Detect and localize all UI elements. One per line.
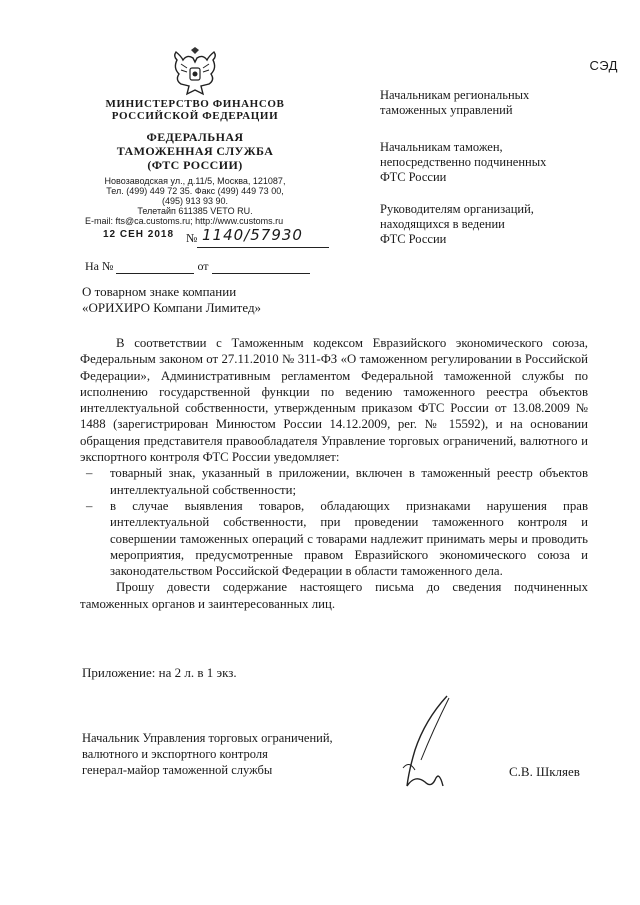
addressee-organizations: Руководителям организаций, находящихся в ведении ФТС России — [380, 202, 534, 246]
email-line: E-mail: fts@ca.customs.ru; http://www.customs.ru — [85, 216, 284, 226]
signer-position: Начальник Управления торговых ограничений, валютного и экспортного контроля генерал-майор таможенной службы — [82, 731, 333, 777]
handwritten-registration-number: 1140/57930 — [202, 226, 303, 244]
reference-number-blank — [116, 261, 194, 274]
body-intro: В соответствии с Таможенным кодексом Евразийского экономического союза, Федеральным законом от 27.11.2010 № 311-ФЗ «О таможенном регулировании в Российской Федерации», Административным регламентом Федеральной таможенной службы по исполнению государственной функции по ведению таможенного реестра объектов интеллектуальной собственности, утвержденным приказом ФТС России от 13.08.2009 № 1488 (зарегистрирован Минюстом России 14.12.2009, рег. № 15592), и на основании обращения представителя правообладателя Управление торговых ограничений, валютного и экспортного контроля ФТС России уведомляет: — [80, 336, 588, 465]
dash-bullet: – — [86, 498, 93, 513]
letter-subject: О товарном знаке компании «ОРИХИРО Компани Лимитед» — [82, 284, 262, 315]
dash-bullet: – — [86, 466, 93, 481]
double-headed-eagle-emblem — [171, 46, 219, 98]
signer-name: С.В. Шкляев — [509, 764, 580, 779]
sed-mark: СЭД — [589, 58, 618, 73]
addressee-regional: Начальникам региональных таможенных управлений — [380, 88, 530, 117]
body-closing: Прошу довести содержание настоящего письма до сведения подчиненных таможенных органов и заинтересованных лиц. — [80, 580, 588, 611]
reference-date-blank — [212, 261, 310, 274]
number-underline — [197, 247, 329, 248]
ministry-name: МИНИСТЕРСТВО ФИНАНСОВ РОССИЙСКОЙ ФЕДЕРАЦИИ — [105, 98, 285, 122]
reference-line: На № от — [85, 259, 315, 274]
appendix-note: Приложение: на 2 л. в 1 экз. — [82, 665, 237, 680]
number-label: № — [186, 231, 198, 245]
letter-body — [80, 335, 588, 612]
service-name: ФЕДЕРАЛЬНАЯ ТАМОЖЕННАЯ СЛУЖБА (ФТС РОССИИ) — [116, 130, 274, 172]
handwritten-signature — [385, 690, 495, 810]
date-stamp: 12 СЕН 2018 — [103, 229, 175, 240]
contact-block: Новозаводская ул., д.11/5, Москва, 121087, Тел. (499) 449 72 35. Факс (499) 449 73 00, (495) 913 93 90. Телетайп 611385 VETO RU. — [104, 176, 286, 216]
list-item: – товарный знак, указанный в приложении, включен в таможенный реестр объектов интеллектуальной собственности; — [86, 466, 588, 497]
list-item: – в случае выявления товаров, обладающих признаками нарушения прав интеллектуальной собственности, при проведении таможенного контроля и совершении таможенных операций с товарами надлежит принимать меры и проводить мероприятия, предусмотренные правом Евразийского экономического союза и законодательством Российской Федерации в области таможенного дела. — [86, 498, 588, 579]
addressee-customs: Начальникам таможен, непосредственно подчиненных ФТС России — [380, 140, 547, 184]
